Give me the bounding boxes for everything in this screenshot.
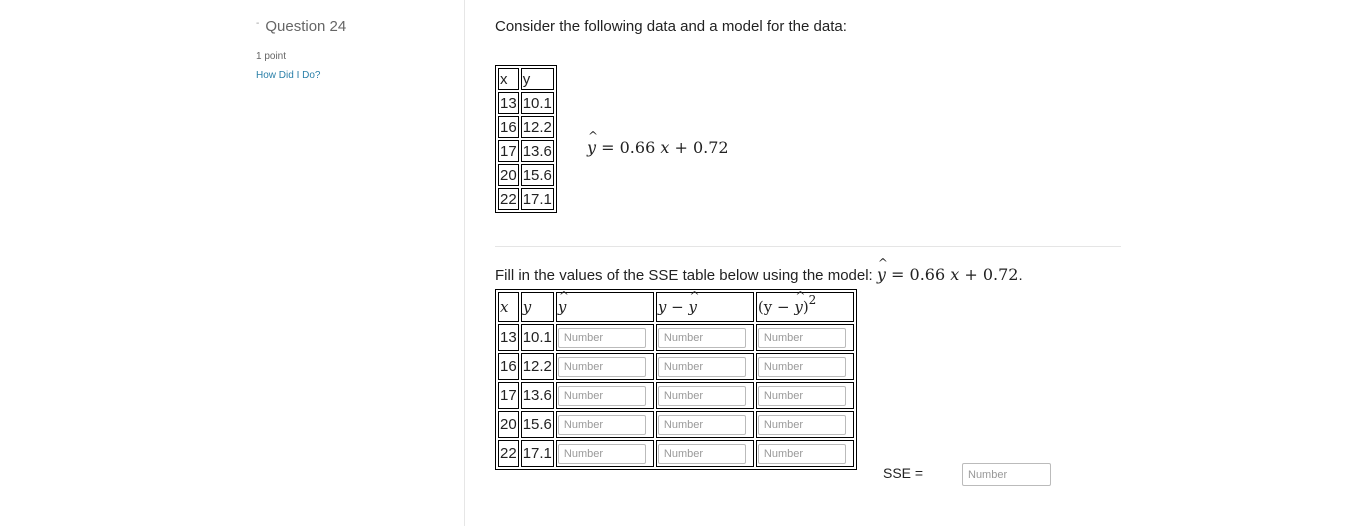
sse-header-yhat xyxy=(556,292,654,322)
model-var: x xyxy=(950,265,960,284)
sq-close: ) xyxy=(802,298,809,316)
cell-y: 15.6 xyxy=(521,164,554,186)
table-row xyxy=(498,140,554,162)
sse-table xyxy=(495,289,857,470)
residual-input[interactable] xyxy=(658,415,746,435)
yhat-input[interactable] xyxy=(558,386,646,406)
sse-input[interactable] xyxy=(962,463,1051,486)
cell-y: 17.1 xyxy=(521,440,554,467)
squared-residual-input[interactable] xyxy=(758,386,846,406)
question-title: Question 24 xyxy=(265,18,347,35)
model-rhs-prefix: = 0.66 xyxy=(885,265,951,284)
yhat-symbol: ^ y xyxy=(794,298,802,316)
residual-input[interactable] xyxy=(658,444,746,464)
table-row xyxy=(498,411,854,438)
question-points: 1 point xyxy=(256,51,287,62)
residual-input[interactable] xyxy=(658,357,746,377)
sse-header-x: x xyxy=(498,292,519,322)
intro-text: Consider the following data and a model for the data: xyxy=(495,18,847,35)
model-rhs-suffix: + 0.72 xyxy=(669,138,729,157)
cell-x: 13 xyxy=(498,324,519,351)
sse-header-squared xyxy=(756,292,854,322)
cell-y: 12.2 xyxy=(521,353,554,380)
fill-instructions-text: Fill in the values of the SSE table below using the model: xyxy=(495,267,877,284)
section-divider xyxy=(495,246,1121,247)
sq-exponent: 2 xyxy=(808,293,817,307)
residual-input[interactable] xyxy=(658,328,746,348)
cell-y: 15.6 xyxy=(521,411,554,438)
model-rhs-suffix: + 0.72 xyxy=(959,265,1019,284)
table-row xyxy=(498,164,554,186)
table-row xyxy=(498,92,554,114)
model-equation xyxy=(587,138,729,157)
cell-x: 22 xyxy=(498,440,519,467)
table-row xyxy=(498,188,554,210)
data-header-y: y xyxy=(521,68,554,90)
sse-header-residual xyxy=(656,292,754,322)
squared-residual-input[interactable] xyxy=(758,444,846,464)
cell-x: 13 xyxy=(498,92,519,114)
table-row xyxy=(498,382,854,409)
squared-residual-input[interactable] xyxy=(758,328,846,348)
cell-x: 22 xyxy=(498,188,519,210)
residual-prefix: y − xyxy=(657,298,689,316)
cell-y: 10.1 xyxy=(521,92,554,114)
cell-x: 16 xyxy=(498,353,519,380)
sse-label: SSE = xyxy=(883,465,924,481)
cell-y: 13.6 xyxy=(521,140,554,162)
fill-instructions xyxy=(495,265,1023,284)
yhat-input[interactable] xyxy=(558,357,646,377)
cell-y: 17.1 xyxy=(521,188,554,210)
yhat-symbol: ^ y xyxy=(587,138,596,157)
sq-open: (y − xyxy=(757,298,795,316)
how-did-i-do-link[interactable]: How Did I Do? xyxy=(256,70,321,81)
model-var: x xyxy=(660,138,670,157)
table-row xyxy=(498,116,554,138)
table-row xyxy=(498,353,854,380)
yhat-input[interactable] xyxy=(558,415,646,435)
question-header xyxy=(256,18,346,35)
yhat-symbol: ^ y xyxy=(558,298,566,316)
inline-model-equation xyxy=(877,265,1019,284)
cell-x: 20 xyxy=(498,411,519,438)
table-row xyxy=(498,324,854,351)
data-table xyxy=(495,65,557,213)
cell-x: 17 xyxy=(498,382,519,409)
yhat-input[interactable] xyxy=(558,444,646,464)
period: . xyxy=(1018,267,1023,284)
sse-header-y: y xyxy=(521,292,554,322)
question-body xyxy=(495,0,1135,526)
yhat-input[interactable] xyxy=(558,328,646,348)
table-row xyxy=(498,440,854,467)
squared-residual-input[interactable] xyxy=(758,415,846,435)
squared-residual-input[interactable] xyxy=(758,357,846,377)
collapse-dash-icon[interactable]: - xyxy=(256,18,260,29)
yhat-symbol: ^ y xyxy=(877,265,886,284)
cell-x: 20 xyxy=(498,164,519,186)
data-table-header xyxy=(498,68,554,90)
data-header-x: x xyxy=(498,68,519,90)
cell-y: 13.6 xyxy=(521,382,554,409)
cell-y: 12.2 xyxy=(521,116,554,138)
residual-input[interactable] xyxy=(658,386,746,406)
model-rhs-prefix: = 0.66 xyxy=(596,138,661,157)
cell-x: 16 xyxy=(498,116,519,138)
yhat-symbol: ^ y xyxy=(688,298,696,316)
cell-x: 17 xyxy=(498,140,519,162)
cell-y: 10.1 xyxy=(521,324,554,351)
question-sidebar xyxy=(0,0,465,526)
sse-table-header xyxy=(498,292,854,322)
